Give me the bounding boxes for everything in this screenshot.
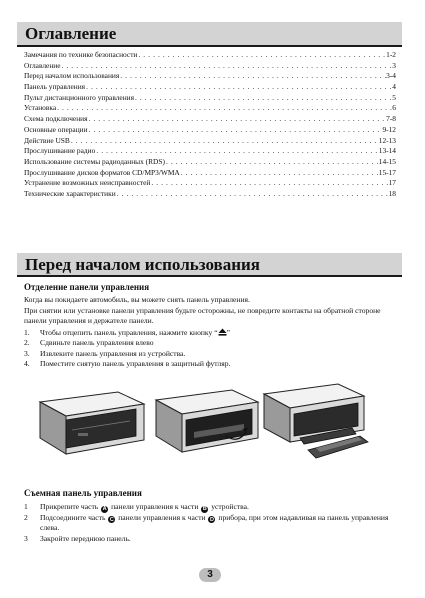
toc-leader-dots bbox=[88, 125, 383, 136]
toc-entry-page: 13-14 bbox=[378, 146, 396, 156]
step-text: Поместите снятую панель управления в защитный футляр. bbox=[40, 359, 231, 369]
intro-paragraph bbox=[24, 295, 396, 327]
toc-leader-dots bbox=[137, 50, 386, 61]
eject-icon bbox=[218, 328, 227, 337]
detach-step bbox=[24, 349, 396, 359]
toc-entry-page: 3-4 bbox=[386, 71, 396, 81]
removable-step bbox=[24, 534, 396, 544]
toc-leader-dots bbox=[116, 189, 389, 200]
toc-entry bbox=[24, 103, 396, 114]
toc-entry-page: 18 bbox=[388, 188, 396, 198]
toc-entry bbox=[24, 61, 396, 72]
removable-step bbox=[24, 502, 396, 513]
toc-entry-title: Прослушивание дисков форматов CD/MP3/WMA bbox=[24, 167, 180, 177]
toc-entry-title: Перед началом использования bbox=[24, 71, 120, 81]
toc-entry-page: 5 bbox=[392, 92, 396, 102]
toc-entry-page: 3 bbox=[392, 60, 396, 70]
step-text: прибора, при этом надавливая на панель управления слева. bbox=[40, 512, 389, 533]
toc-entry-title: Пульт дистанционного управления bbox=[24, 92, 135, 102]
illustration-panel-slide bbox=[148, 374, 266, 462]
toc-entry-page: 4 bbox=[392, 82, 396, 92]
removable-steps bbox=[24, 502, 396, 544]
toc-entry bbox=[24, 114, 396, 125]
toc-entry-title: Устранение возможных неисправностей bbox=[24, 178, 151, 188]
toc-entry-page: 6 bbox=[392, 103, 396, 113]
step-number: 1. bbox=[24, 328, 30, 337]
section-title: Перед началом использования bbox=[25, 255, 261, 274]
toc-entry-title: Схема подключения bbox=[24, 114, 88, 124]
section-header bbox=[17, 253, 402, 277]
toc-entry-title: Замечания по технике безопасности bbox=[24, 50, 138, 59]
toc-leader-dots bbox=[85, 82, 392, 93]
toc-entry bbox=[24, 136, 396, 147]
detach-step bbox=[24, 359, 396, 369]
toc-entry-title: Технические характеристики bbox=[24, 188, 116, 198]
step-text: Прикрепите часть bbox=[40, 502, 101, 511]
step-text: Чтобы отцепить панель управления, нажмите кнопку “ bbox=[40, 328, 218, 337]
toc-entry-page: 7-8 bbox=[386, 114, 396, 124]
marker-d-icon: D bbox=[209, 516, 214, 523]
detach-steps bbox=[24, 328, 396, 370]
toc-entry-title: Использование системы радиоданных (RDS) bbox=[24, 156, 165, 166]
intro-line-2: При снятии или установке панели управления будьте осторожны, не повредите контакты на обратной стороне панели управления и держателе панели. bbox=[24, 305, 381, 325]
toc-entry bbox=[24, 50, 396, 61]
toc-entry-page: 12-13 bbox=[378, 135, 396, 145]
toc-leader-dots bbox=[61, 61, 393, 72]
toc-leader-dots bbox=[150, 178, 388, 189]
toc-entry-page: 1-2 bbox=[386, 50, 396, 59]
step-text: панели управления к части bbox=[109, 502, 201, 511]
toc-leader-dots bbox=[88, 114, 387, 125]
toc-entry bbox=[24, 82, 396, 93]
toc-entry bbox=[24, 93, 396, 104]
toc-leader-dots bbox=[70, 136, 379, 147]
toc-entry-title: Установка bbox=[24, 103, 57, 113]
toc-entry-title: Действие USB bbox=[24, 135, 70, 145]
removable-heading: Съемная панель управления bbox=[24, 488, 142, 498]
step-text: Закройте переднюю панель. bbox=[40, 533, 131, 543]
toc-entry-title: Прослушивание радио bbox=[24, 146, 96, 156]
toc-title: Оглавление bbox=[25, 24, 117, 43]
step-text: панели управления к части bbox=[116, 512, 208, 522]
toc-leader-dots bbox=[165, 157, 379, 168]
toc-leader-dots bbox=[95, 146, 378, 157]
toc-entry-title: Оглавление bbox=[24, 60, 61, 70]
intro-line-1: Когда вы покидаете автомобиль, вы можете снять панель управления. bbox=[24, 295, 250, 304]
toc-entry-page: 14-15 bbox=[378, 156, 396, 166]
marker-b-icon: B bbox=[202, 506, 207, 512]
step-text-end: ” bbox=[226, 328, 230, 337]
toc-entry bbox=[24, 146, 396, 157]
toc-leader-dots bbox=[180, 168, 379, 179]
toc-entry-page: 17 bbox=[388, 178, 396, 188]
step-number: 2 bbox=[24, 512, 28, 522]
toc-entry bbox=[24, 189, 396, 200]
page-number: 3 bbox=[199, 568, 221, 582]
toc-leader-dots bbox=[134, 93, 392, 104]
table-of-contents bbox=[24, 50, 396, 200]
toc-entry bbox=[24, 71, 396, 82]
toc-entry bbox=[24, 178, 396, 189]
toc-entry-page: 9-12 bbox=[382, 124, 396, 134]
detach-step bbox=[24, 328, 396, 338]
detach-step bbox=[24, 338, 396, 348]
toc-entry-title: Основные операции bbox=[24, 124, 88, 134]
detach-heading: Отделение панели управления bbox=[24, 282, 150, 292]
marker-a-icon: A bbox=[102, 506, 107, 512]
toc-entry bbox=[24, 125, 396, 136]
toc-entry bbox=[24, 168, 396, 179]
step-number: 1 bbox=[24, 502, 28, 511]
marker-c-icon: C bbox=[109, 516, 114, 523]
illustration-panel-removed bbox=[256, 374, 374, 462]
toc-leader-dots bbox=[56, 103, 392, 114]
illustration-unit-closed bbox=[32, 374, 150, 462]
toc-entry-title: Панель управления bbox=[24, 82, 86, 92]
step-text: устройства. bbox=[209, 502, 249, 511]
step-number: 3 bbox=[24, 533, 28, 543]
toc-entry-page: 15-17 bbox=[378, 167, 396, 177]
step-text: Сдвиньте панель управления влево bbox=[40, 338, 154, 348]
toc-entry bbox=[24, 157, 396, 168]
toc-header bbox=[17, 22, 402, 47]
step-text: Подсоедините часть bbox=[40, 512, 108, 522]
removable-step bbox=[24, 513, 396, 534]
step-text: Извлеките панель управления из устройства. bbox=[40, 348, 186, 358]
step-number: 3. bbox=[24, 348, 30, 358]
toc-leader-dots bbox=[119, 71, 386, 82]
step-number: 4. bbox=[24, 359, 30, 369]
step-number: 2. bbox=[24, 338, 30, 348]
